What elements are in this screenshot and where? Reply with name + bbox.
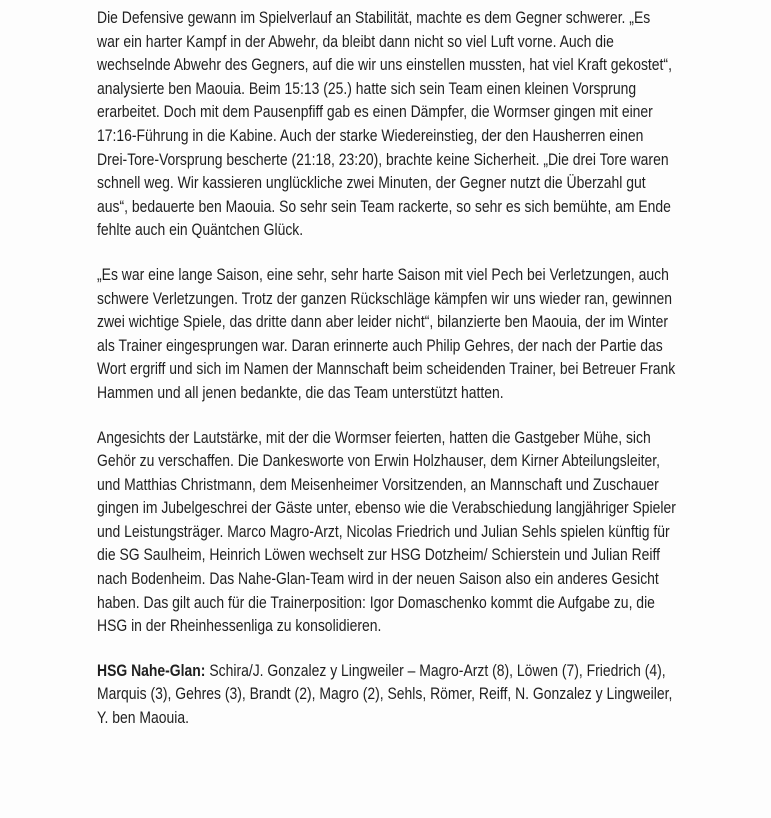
article-body <box>97 6 676 751</box>
article-paragraph-2: „Es war eine lange Saison, eine sehr, sehr harte Saison mit viel Pech bei Verletzungen, auch schwere Verletzungen. Trotz der ganzen Rückschläge kämpfen wir uns wieder ran, gewinnen zwei wichtige Spiele, das dritte dann aber leider nicht“, bilanzierte ben Maouia, der im Winter als Trainer eingesprungen war. Daran erinnerte auch Philip Gehres, der nach der Partie das Wort ergriff und sich im Namen der Mannschaft beim scheidenden Trainer, bei Betreuer Frank Hammen und all jenen bedankte, die das Team unterstützt hatten. <box>97 264 676 402</box>
stats-roster-text: Schira/J. Gonzalez y Lingweiler – Magro-Arzt (8), Löwen (7), Friedrich (4), Marquis (3), Gehres (3), Brandt (2), Magro (2), Sehls, Römer, Reiff, N. Gonzalez y Lingweiler, Y. ben Maouia. <box>97 660 673 728</box>
article-stats-paragraph <box>97 659 676 730</box>
article-paragraph-3: Angesichts der Lautstärke, mit der die Wormser feierten, hatten die Gastgeber Mühe, sich Gehör zu verschaffen. Die Dankesworte von Erwin Holzhauser, dem Kirner Abteilungsleiter, und Matthias Christmann, dem Meisenheimer Vorsitzenden, an Mannschaft und Zuschauer gingen im Jubelgeschrei der Gäste unter, ebenso wie die Verabschiedung langjähriger Spieler und Leistungsträger. Marco Magro-Arzt, Nicolas Friedrich und Julian Sehls spielen künftig für die SG Saulheim, Heinrich Löwen wechselt zur HSG Dotzheim/ Schierstein und Julian Reiff nach Bodenheim. Das Nahe-Glan-Team wird in der neuen Saison also ein anderes Gesicht haben. Das gilt auch für die Trainerposition: Igor Domaschenko kommt die Aufgabe zu, die HSG in der Rheinhessenliga zu konsolidieren. <box>97 427 676 636</box>
article-paragraph-1: Die Defensive gewann im Spielverlauf an Stabilität, machte es dem Gegner schwerer. „Es war ein harter Kampf in der Abwehr, da bleibt dann nicht so viel Luft vorne. Auch die wechselnde Abwehr des Gegners, auf die wir uns einstellen mussten, hat viel Kraft gekostet“, analysierte ben Maouia. Beim 15:13 (25.) hatte sich sein Team einen kleinen Vorsprung erarbeitet. Doch mit dem Pausenpfiff gab es einen Dämpfer, die Wormser gingen mit einer 17:16-Führung in die Kabine. Auch der starke Wiedereinstieg, der den Hausherren einen Drei-Tore-Vorsprung bescherte (21:18, 23:20), brachte keine Sicherheit. „Die drei Tore waren schnell weg. Wir kassieren unglückliche zwei Minuten, der Gegner nutzt die Überzahl gut aus“, bedauerte ben Maouia. So sehr sein Team rackerte, so sehr es sich bemühte, am Ende fehlte auch ein Quäntchen Glück. <box>97 8 672 240</box>
stats-team-label: HSG Nahe-Glan: <box>97 660 206 680</box>
